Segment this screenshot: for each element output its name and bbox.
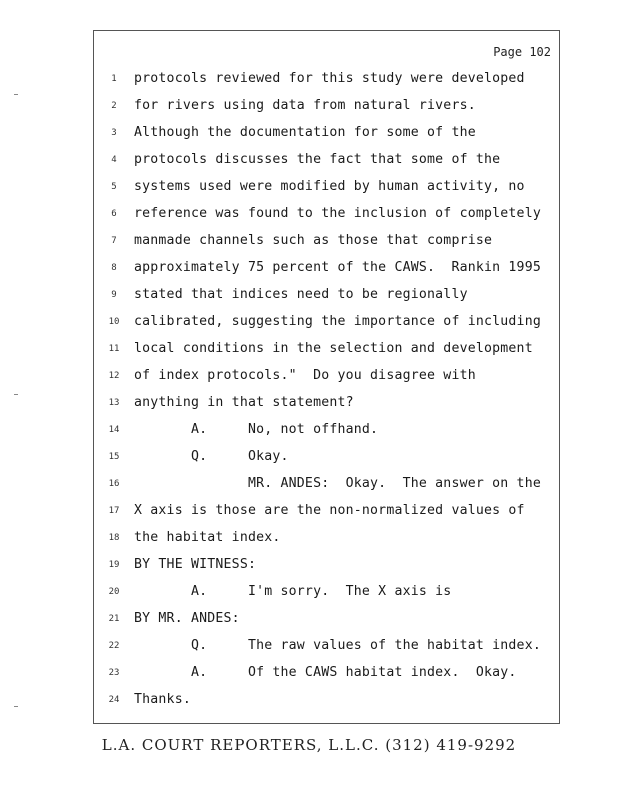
transcript-line bbox=[94, 524, 559, 551]
line-text: Although the documentation for some of the bbox=[134, 125, 476, 140]
line-number: 23 bbox=[108, 667, 120, 678]
line-number: 7 bbox=[111, 235, 117, 246]
transcript-line bbox=[94, 362, 559, 389]
line-text: Q. The raw values of the habitat index. bbox=[134, 638, 541, 653]
scan-mark bbox=[14, 94, 18, 95]
transcript-line bbox=[94, 551, 559, 578]
line-text: stated that indices need to be regionally bbox=[134, 287, 468, 302]
line-text: for rivers using data from natural rivers. bbox=[134, 98, 476, 113]
transcript-line bbox=[94, 119, 559, 146]
line-text: reference was found to the inclusion of completely bbox=[134, 206, 541, 221]
line-number: 19 bbox=[108, 559, 120, 570]
line-text: MR. ANDES: Okay. The answer on the bbox=[134, 476, 541, 491]
transcript-line bbox=[94, 254, 559, 281]
transcript-line bbox=[94, 605, 559, 632]
line-text: Q. Okay. bbox=[134, 449, 289, 464]
line-text: Thanks. bbox=[134, 692, 191, 707]
scan-mark bbox=[14, 394, 18, 395]
line-number: 2 bbox=[111, 100, 117, 111]
line-number: 13 bbox=[108, 397, 120, 408]
transcript-lines bbox=[94, 65, 559, 713]
transcript-line bbox=[94, 470, 559, 497]
line-text: manmade channels such as those that comprise bbox=[134, 233, 493, 248]
line-number: 6 bbox=[111, 208, 117, 219]
line-number: 22 bbox=[108, 640, 120, 651]
line-text: protocols reviewed for this study were developed bbox=[134, 71, 525, 86]
transcript-line bbox=[94, 497, 559, 524]
line-number: 10 bbox=[108, 316, 120, 327]
line-text: BY THE WITNESS: bbox=[134, 557, 257, 572]
line-number: 18 bbox=[108, 532, 120, 543]
transcript-line bbox=[94, 281, 559, 308]
line-number: 15 bbox=[108, 451, 120, 462]
transcript-line bbox=[94, 578, 559, 605]
line-number: 21 bbox=[108, 613, 120, 624]
line-number: 9 bbox=[111, 289, 117, 300]
line-text: local conditions in the selection and development bbox=[134, 341, 533, 356]
transcript-page bbox=[93, 30, 560, 724]
line-text: A. Of the CAWS habitat index. Okay. bbox=[134, 665, 517, 680]
transcript-line bbox=[94, 335, 559, 362]
line-text: calibrated, suggesting the importance of including bbox=[134, 314, 541, 329]
line-text: BY MR. ANDES: bbox=[134, 611, 240, 626]
scan-mark bbox=[14, 706, 18, 707]
line-text: approximately 75 percent of the CAWS. Rankin 1995 bbox=[134, 260, 541, 275]
page-number: Page 102 bbox=[493, 45, 551, 59]
transcript-line bbox=[94, 200, 559, 227]
line-text: anything in that statement? bbox=[134, 395, 354, 410]
line-number: 12 bbox=[108, 370, 120, 381]
line-text: the habitat index. bbox=[134, 530, 281, 545]
line-number: 17 bbox=[108, 505, 120, 516]
line-text: of index protocols." Do you disagree with bbox=[134, 368, 476, 383]
line-number: 11 bbox=[108, 343, 120, 354]
transcript-line bbox=[94, 92, 559, 119]
line-number: 3 bbox=[111, 127, 117, 138]
transcript-line bbox=[94, 443, 559, 470]
transcript-line bbox=[94, 659, 559, 686]
transcript-line bbox=[94, 173, 559, 200]
line-number: 1 bbox=[111, 73, 117, 84]
line-number: 4 bbox=[111, 154, 117, 165]
transcript-line bbox=[94, 308, 559, 335]
transcript-line bbox=[94, 686, 559, 713]
line-text: A. No, not offhand. bbox=[134, 422, 379, 437]
transcript-line bbox=[94, 146, 559, 173]
line-text: systems used were modified by human activity, no bbox=[134, 179, 525, 194]
line-number: 16 bbox=[108, 478, 120, 489]
transcript-line bbox=[94, 389, 559, 416]
line-text: A. I'm sorry. The X axis is bbox=[134, 584, 452, 599]
transcript-line bbox=[94, 416, 559, 443]
transcript-line bbox=[94, 632, 559, 659]
court-reporter-footer: L.A. COURT REPORTERS, L.L.C. (312) 419-9292 bbox=[101, 736, 517, 754]
transcript-line bbox=[94, 65, 559, 92]
line-text: protocols discusses the fact that some of the bbox=[134, 152, 501, 167]
line-text: X axis is those are the non-normalized values of bbox=[134, 503, 525, 518]
line-number: 24 bbox=[108, 694, 120, 705]
line-number: 20 bbox=[108, 586, 120, 597]
line-number: 5 bbox=[111, 181, 117, 192]
line-number: 8 bbox=[111, 262, 117, 273]
transcript-line bbox=[94, 227, 559, 254]
line-number: 14 bbox=[108, 424, 120, 435]
